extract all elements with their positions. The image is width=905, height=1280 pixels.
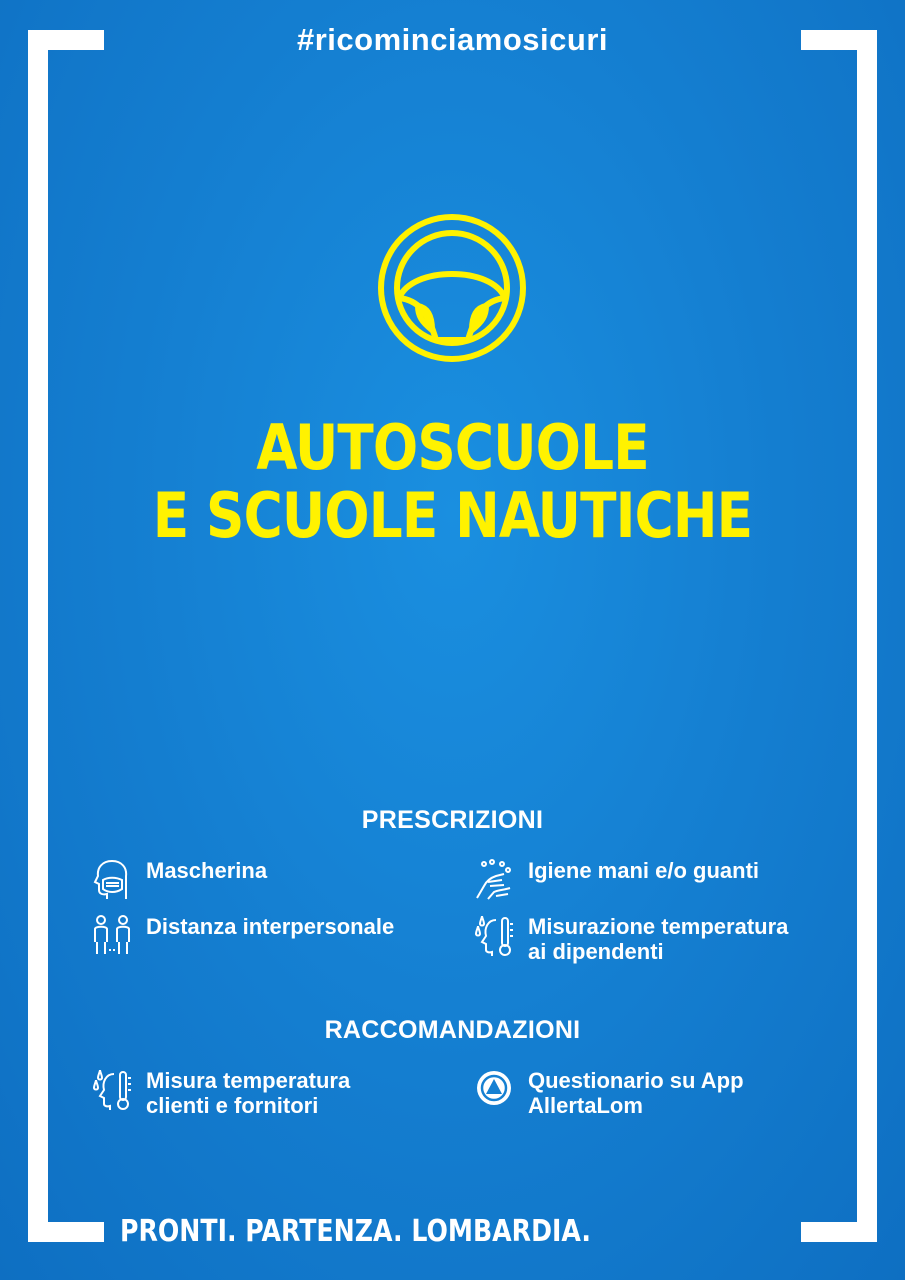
list-item-questionario-app [474,1068,744,1118]
title-line-2: E SCUOLE NAUTICHE [152,479,753,552]
distance-icon [92,914,132,958]
thermometer-icon [92,1068,132,1112]
list-item-igiene-mani [474,858,759,902]
frame-bracket-left-bottom [28,1222,104,1242]
footer-slogan: PRONTI. PARTENZA. LOMBARDIA. [120,1214,591,1249]
steering-wheel-icon [376,212,528,364]
item-label: Questionario su App AllertaLom [528,1068,744,1118]
item-label: Mascherina [146,858,268,883]
list-item-misurazione-temperatura [474,914,788,964]
item-label: Distanza interpersonale [146,914,395,939]
list-item-mascherina [92,858,267,902]
item-label: Igiene mani e/o guanti [528,858,760,883]
title-line-1: AUTOSCUOLE [256,411,649,484]
list-item-misura-temperatura [92,1068,350,1118]
hashtag: #ricominciamosicuri [296,22,608,57]
item-label: Misura temperatura clienti e fornitori [146,1068,351,1118]
frame-bracket-left [28,30,48,1242]
page-title [63,411,841,552]
handwash-icon [474,858,514,902]
mask-icon [92,858,132,902]
frame-bracket-right-bottom [801,1222,877,1242]
section-heading-raccomandazioni: RACCOMANDAZIONI [324,1016,581,1044]
frame-bracket-right [857,30,877,1242]
allertalom-app-icon [474,1068,514,1112]
list-item-distanza [92,914,394,958]
thermometer-icon [474,914,514,958]
section-heading-prescrizioni: PRESCRIZIONI [361,806,544,834]
item-label: Misurazione temperatura ai dipendenti [528,914,789,964]
